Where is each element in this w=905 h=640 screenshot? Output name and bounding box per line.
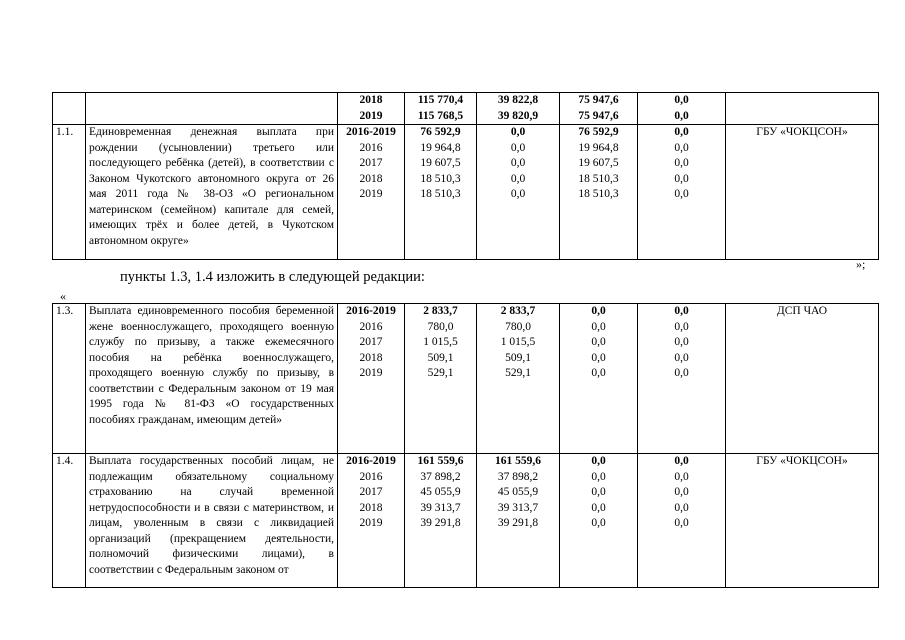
program-table-item-1-3 [52,303,879,454]
executor-cell: ДСП ЧАО [726,304,879,454]
description-cell: Выплата единовременного пособия беременной жене военнослужащего, проходящего военную службу по призыву, а также ежемесячного пособия на ребёнка военнослужащего, проходящего военную службу по призыву, в соответствии с Федеральным законом от 19 мая 1995 года № 81-ФЗ «О государственных пособиях гражданам, имеющим детей» [86,304,338,454]
regional-budget-cell: 0,0 0,0 0,0 0,0 0,0 [560,304,638,454]
federal-budget-cell: 161 559,6 37 898,2 45 055,9 39 313,7 39 291,8 [477,454,560,588]
table-row [53,93,879,125]
other-sources-cell: 0,0 0,0 [638,93,726,125]
total-cell: 2 833,7 780,0 1 015,5 509,1 529,1 [405,304,477,454]
program-table-item-1-4 [52,453,879,588]
year-cell: 2016-2019 2016 2017 2018 2019 [338,304,405,454]
year-cell: 2016-2019 2016 2017 2018 2019 [338,125,405,260]
description-cell: Выплата государственных пособий лицам, не подлежащим обязательному социальному страхованию на случай временной нетрудоспособности и в связи с материнством, и лицам, уволенным в связи с ликвидацией организаций (прекращением деятельности, полномочий физическими лицами), в соответствии с Федеральным законом от [86,454,338,588]
row-number-cell [53,93,86,125]
row-number-cell: 1.4. [53,454,86,588]
executor-cell: ГБУ «ЧОКЦСОН» [726,125,879,260]
total-cell: 76 592,9 19 964,8 19 607,5 18 510,3 18 510,3 [405,125,477,260]
table-row [53,454,879,588]
closing-quote: »; [856,257,866,271]
other-sources-cell: 0,0 0,0 0,0 0,0 0,0 [638,304,726,454]
row-number-cell: 1.3. [53,304,86,454]
year-cell: 2016-2019 2016 2017 2018 2019 [338,454,405,588]
executor-cell [726,93,879,125]
amendment-instruction: пункты 1.3, 1.4 изложить в следующей редакции: [120,269,425,285]
total-cell: 115 770,4 115 768,5 [405,93,477,125]
row-number-cell: 1.1. [53,125,86,260]
executor-cell: ГБУ «ЧОКЦСОН» [726,454,879,588]
federal-budget-cell: 0,0 0,0 0,0 0,0 0,0 [477,125,560,260]
year-cell: 2018 2019 [338,93,405,125]
other-sources-cell: 0,0 0,0 0,0 0,0 0,0 [638,454,726,588]
description-cell: Единовременная денежная выплата при рождении (усыновлении) третьего или последующего ребёнка (детей), в соответствии с Законом Чукотского автономного округа от 26 мая 2011 года № 38-ОЗ «О региональном материнском (семейном) капитале для семей, имеющих трёх и более детей, в Чукотском автономном округе» [86,125,338,260]
regional-budget-cell: 76 592,9 19 964,8 19 607,5 18 510,3 18 510,3 [560,125,638,260]
program-table-top [52,92,879,260]
opening-quote: « [60,289,66,303]
description-cell [86,93,338,125]
other-sources-cell: 0,0 0,0 0,0 0,0 0,0 [638,125,726,260]
federal-budget-cell: 2 833,7 780,0 1 015,5 509,1 529,1 [477,304,560,454]
regional-budget-cell: 0,0 0,0 0,0 0,0 0,0 [560,454,638,588]
regional-budget-cell: 75 947,6 75 947,6 [560,93,638,125]
table-row [53,125,879,260]
federal-budget-cell: 39 822,8 39 820,9 [477,93,560,125]
total-cell: 161 559,6 37 898,2 45 055,9 39 313,7 39 291,8 [405,454,477,588]
table-row [53,304,879,454]
